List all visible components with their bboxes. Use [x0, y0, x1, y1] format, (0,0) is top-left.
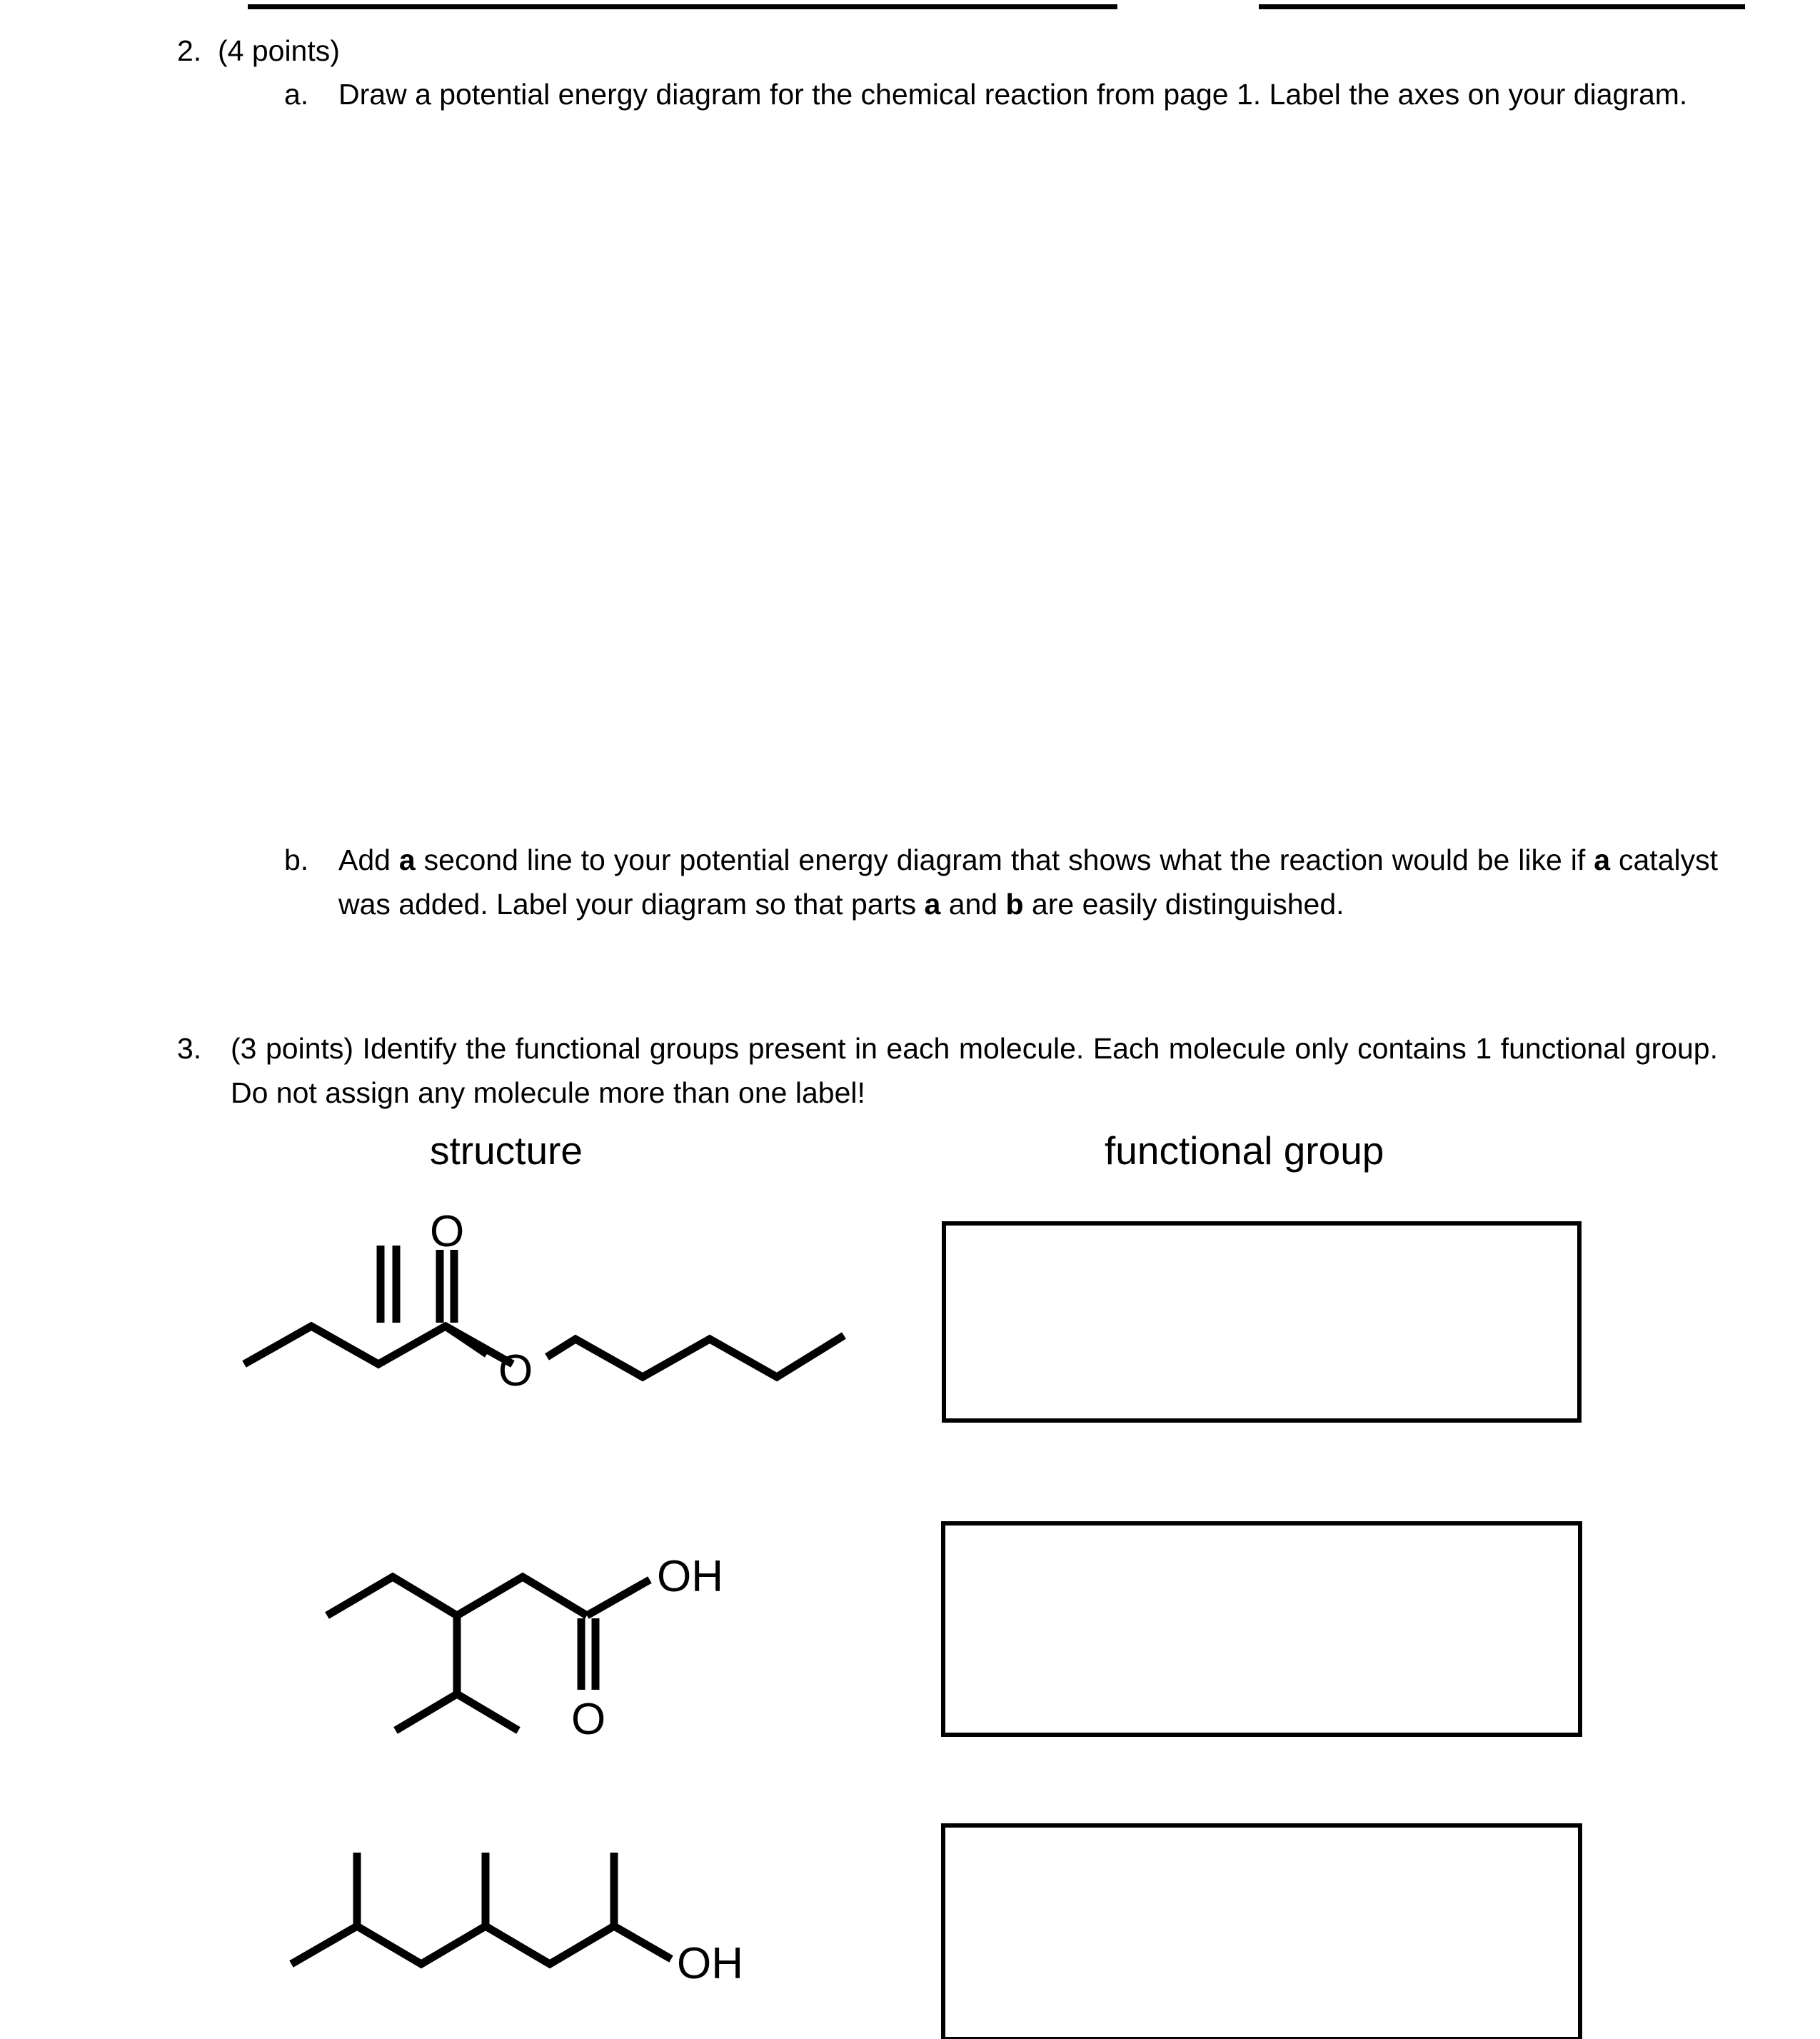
question-3-text: (3 points) Identify the functional groups present in each molecule. Each molecule only contains 1 functional group. Do not assign any molecule more than one label! [231, 1032, 1718, 1109]
functional-group-answer-box-2[interactable] [941, 1521, 1582, 1737]
functional-group-answer-box-3[interactable] [941, 1823, 1582, 2039]
column-heading-functional-group: functional group [1105, 1128, 1384, 1173]
question-2a-marker: a. [284, 78, 309, 111]
question-2-label: 2. [177, 34, 202, 67]
ester-skeletal-structure [236, 1207, 878, 1407]
date-blank-rule [1259, 4, 1745, 9]
carboxyl-oxygen-label: O [571, 1695, 606, 1744]
question-2-points: (4 points) [218, 34, 340, 67]
carboxylic-acid-skeletal-structure [321, 1528, 835, 1757]
alcohol-hydroxyl-label: OH [677, 1939, 743, 1988]
question-2b-marker: b. [284, 843, 309, 876]
ester-oxygen-label: O [498, 1346, 533, 1396]
column-heading-structure: structure [430, 1128, 583, 1173]
question-2a-text: Draw a potential energy diagram for the chemical reaction from page 1. Label the axes on your diagram. [338, 78, 1688, 111]
carbonyl-oxygen-label: O [430, 1207, 465, 1256]
question-2b-text: Add a second line to your potential energy diagram that shows what the reaction would be like if a catalyst was added. Label your diagram so that parts a and b are easily distinguished. [338, 843, 1718, 921]
name-blank-rule [248, 4, 1117, 9]
alcohol-skeletal-structure [286, 1843, 828, 2039]
question-2-number [177, 29, 340, 73]
question-3-number: 3. [177, 1032, 202, 1065]
carboxyl-hydroxyl-label: OH [657, 1552, 723, 1601]
functional-group-answer-box-1[interactable] [942, 1221, 1582, 1423]
